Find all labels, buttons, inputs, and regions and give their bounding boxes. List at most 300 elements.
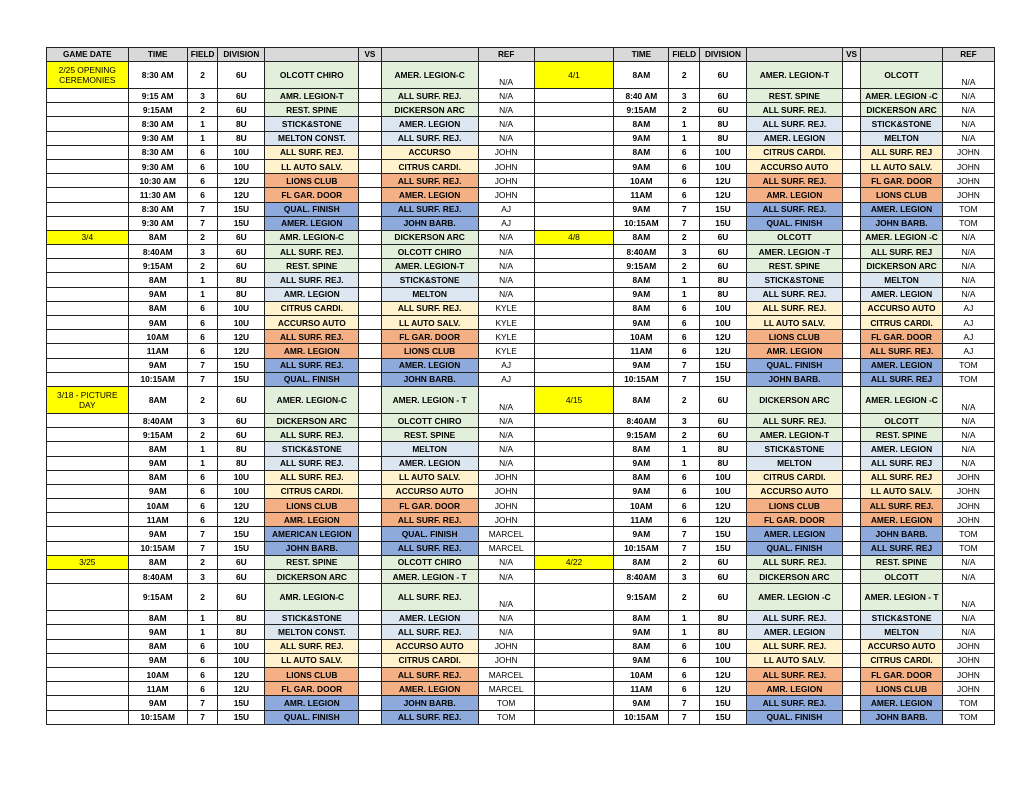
game-time-left: 9AM bbox=[128, 527, 187, 541]
referee-right: TOM bbox=[942, 202, 994, 216]
vs-cell-left bbox=[359, 696, 381, 710]
division-right: 10U bbox=[700, 316, 747, 330]
field-number-left: 3 bbox=[187, 413, 218, 427]
referee-right: JOHN bbox=[942, 639, 994, 653]
division-right: 6U bbox=[700, 245, 747, 259]
division-left: 8U bbox=[218, 273, 265, 287]
game-time-left: 11AM bbox=[128, 344, 187, 358]
vs-cell-right bbox=[842, 145, 860, 159]
away-team-right: OLCOTT bbox=[861, 570, 943, 584]
away-team-right: AMER. LEGION bbox=[861, 696, 943, 710]
away-team-left: ACCURSO AUTO bbox=[381, 484, 478, 498]
vs-cell-right bbox=[842, 470, 860, 484]
game-date-left bbox=[47, 216, 129, 230]
away-team-right: LL AUTO SALV. bbox=[861, 484, 943, 498]
home-team-left: LIONS CLUB bbox=[265, 499, 359, 513]
away-team-left: JOHN BARB. bbox=[381, 696, 478, 710]
vs-cell-right bbox=[842, 330, 860, 344]
division-right: 8U bbox=[700, 456, 747, 470]
game-date-right bbox=[534, 513, 614, 527]
division-right: 6U bbox=[700, 103, 747, 117]
referee-left: JOHN bbox=[478, 513, 534, 527]
field-number-right: 6 bbox=[669, 301, 700, 315]
home-team-right: QUAL. FINISH bbox=[746, 216, 842, 230]
vs-cell-left bbox=[359, 174, 381, 188]
home-team-right: QUAL. FINISH bbox=[746, 358, 842, 372]
division-left: 8U bbox=[218, 131, 265, 145]
home-team-left: ACCURSO AUTO bbox=[265, 316, 359, 330]
field-number-right: 7 bbox=[669, 541, 700, 555]
game-time-right: 9AM bbox=[614, 456, 669, 470]
home-team-right: ALL SURF. REJ. bbox=[746, 287, 842, 301]
schedule-row bbox=[47, 103, 995, 117]
division-left: 8U bbox=[218, 625, 265, 639]
game-time-right: 8AM bbox=[614, 639, 669, 653]
vs-cell-left bbox=[359, 541, 381, 555]
home-team-left: ALL SURF. REJ. bbox=[265, 470, 359, 484]
division-left: 12U bbox=[218, 344, 265, 358]
home-team-left: ALL SURF. REJ. bbox=[265, 330, 359, 344]
field-number-left: 6 bbox=[187, 499, 218, 513]
referee-right: AJ bbox=[942, 330, 994, 344]
division-left: 15U bbox=[218, 358, 265, 372]
field-number-left: 6 bbox=[187, 639, 218, 653]
field-number-left: 1 bbox=[187, 117, 218, 131]
home-team-right: AMR. LEGION bbox=[746, 188, 842, 202]
game-date-right bbox=[534, 710, 614, 724]
referee-right: N/A bbox=[942, 428, 994, 442]
away-team-left: OLCOTT CHIRO bbox=[381, 413, 478, 427]
game-schedule-table bbox=[46, 47, 995, 725]
header-time: TIME bbox=[128, 48, 187, 62]
division-left: 6U bbox=[218, 245, 265, 259]
game-date-right bbox=[534, 682, 614, 696]
referee-right: N/A bbox=[942, 442, 994, 456]
field-number-right: 3 bbox=[669, 570, 700, 584]
away-team-right: STICK&STONE bbox=[861, 117, 943, 131]
referee-right: JOHN bbox=[942, 499, 994, 513]
schedule-row bbox=[47, 259, 995, 273]
field-number-right: 6 bbox=[669, 330, 700, 344]
game-date-left bbox=[47, 301, 129, 315]
division-left: 6U bbox=[218, 89, 265, 103]
vs-cell-left bbox=[359, 413, 381, 427]
referee-right: N/A bbox=[942, 245, 994, 259]
away-team-right: DICKERSON ARC bbox=[861, 103, 943, 117]
vs-cell-right bbox=[842, 159, 860, 173]
home-team-right: AMER. LEGION bbox=[746, 625, 842, 639]
referee-right: TOM bbox=[942, 696, 994, 710]
home-team-right: ALL SURF. REJ. bbox=[746, 174, 842, 188]
vs-cell-left bbox=[359, 358, 381, 372]
away-team-right: ALL SURF. REJ bbox=[861, 541, 943, 555]
away-team-right: AMER. LEGION bbox=[861, 513, 943, 527]
home-team-left: REST. SPINE bbox=[265, 555, 359, 569]
home-team-left: REST. SPINE bbox=[265, 103, 359, 117]
game-date-right bbox=[534, 653, 614, 667]
field-number-left: 2 bbox=[187, 103, 218, 117]
schedule-row bbox=[47, 358, 995, 372]
game-date-right bbox=[534, 470, 614, 484]
referee-left: JOHN bbox=[478, 484, 534, 498]
away-team-left: AMER. LEGION bbox=[381, 611, 478, 625]
division-left: 15U bbox=[218, 372, 265, 386]
division-left: 6U bbox=[218, 413, 265, 427]
game-time-right: 10AM bbox=[614, 667, 669, 681]
game-time-left: 8AM bbox=[128, 611, 187, 625]
away-team-left: MELTON bbox=[381, 442, 478, 456]
vs-cell-left bbox=[359, 344, 381, 358]
home-team-left: MELTON CONST. bbox=[265, 625, 359, 639]
game-date-right bbox=[534, 145, 614, 159]
game-date-left bbox=[47, 639, 129, 653]
game-time-left: 9:30 AM bbox=[128, 131, 187, 145]
division-left: 12U bbox=[218, 667, 265, 681]
division-right: 10U bbox=[700, 470, 747, 484]
schedule-body bbox=[47, 48, 995, 725]
game-date-right bbox=[534, 584, 614, 611]
home-team-right: ALL SURF. REJ. bbox=[746, 555, 842, 569]
away-team-left: ALL SURF. REJ. bbox=[381, 541, 478, 555]
away-team-right: ALL SURF. REJ bbox=[861, 245, 943, 259]
header-division-right: DIVISION bbox=[700, 48, 747, 62]
referee-left: N/A bbox=[478, 131, 534, 145]
away-team-right: ALL SURF. REJ. bbox=[861, 344, 943, 358]
header-team1-right bbox=[746, 48, 842, 62]
vs-cell-right bbox=[842, 541, 860, 555]
field-number-left: 6 bbox=[187, 344, 218, 358]
vs-cell-left bbox=[359, 316, 381, 330]
away-team-right: FL GAR. DOOR bbox=[861, 330, 943, 344]
field-number-left: 1 bbox=[187, 456, 218, 470]
away-team-left: ACCURSO bbox=[381, 145, 478, 159]
game-time-left: 9:15AM bbox=[128, 259, 187, 273]
division-right: 6U bbox=[700, 386, 747, 413]
schedule-row bbox=[47, 513, 995, 527]
home-team-right: FL GAR. DOOR bbox=[746, 513, 842, 527]
game-time-left: 9AM bbox=[128, 316, 187, 330]
referee-right: N/A bbox=[942, 230, 994, 244]
vs-cell-right bbox=[842, 710, 860, 724]
home-team-right: AMER. LEGION -C bbox=[746, 584, 842, 611]
referee-left: AJ bbox=[478, 372, 534, 386]
vs-cell-right bbox=[842, 216, 860, 230]
game-date-right bbox=[534, 667, 614, 681]
division-right: 8U bbox=[700, 625, 747, 639]
home-team-right: LL AUTO SALV. bbox=[746, 653, 842, 667]
game-date-left: 2/25 OPENING CEREMONIES bbox=[47, 62, 129, 89]
game-date-right bbox=[534, 372, 614, 386]
vs-cell-right bbox=[842, 358, 860, 372]
field-number-left: 2 bbox=[187, 386, 218, 413]
schedule-row bbox=[47, 145, 995, 159]
game-time-left: 8AM bbox=[128, 230, 187, 244]
away-team-left: AMER. LEGION - T bbox=[381, 386, 478, 413]
game-date-left bbox=[47, 145, 129, 159]
game-date-left bbox=[47, 89, 129, 103]
schedule-row bbox=[47, 639, 995, 653]
game-date-right bbox=[534, 301, 614, 315]
game-date-left: 3/4 bbox=[47, 230, 129, 244]
away-team-left: AMER. LEGION bbox=[381, 358, 478, 372]
vs-cell-right bbox=[842, 653, 860, 667]
away-team-left: ACCURSO AUTO bbox=[381, 639, 478, 653]
field-number-left: 1 bbox=[187, 442, 218, 456]
schedule-row bbox=[47, 188, 995, 202]
vs-cell-right bbox=[842, 442, 860, 456]
game-time-left: 8:40AM bbox=[128, 413, 187, 427]
vs-cell-right bbox=[842, 584, 860, 611]
schedule-row bbox=[47, 584, 995, 611]
referee-right: JOHN bbox=[942, 653, 994, 667]
division-left: 6U bbox=[218, 555, 265, 569]
home-team-right: LL AUTO SALV. bbox=[746, 316, 842, 330]
game-date-right bbox=[534, 330, 614, 344]
game-date-left bbox=[47, 287, 129, 301]
field-number-left: 6 bbox=[187, 159, 218, 173]
game-date-left bbox=[47, 541, 129, 555]
game-date-right bbox=[534, 89, 614, 103]
schedule-row bbox=[47, 541, 995, 555]
referee-left: JOHN bbox=[478, 145, 534, 159]
division-left: 8U bbox=[218, 442, 265, 456]
header-ref-right: REF bbox=[942, 48, 994, 62]
vs-cell-left bbox=[359, 131, 381, 145]
game-time-right: 9AM bbox=[614, 625, 669, 639]
division-left: 6U bbox=[218, 103, 265, 117]
referee-right: N/A bbox=[942, 456, 994, 470]
field-number-right: 6 bbox=[669, 653, 700, 667]
away-team-left: ALL SURF. REJ. bbox=[381, 667, 478, 681]
game-time-left: 8:30 AM bbox=[128, 117, 187, 131]
referee-right: AJ bbox=[942, 316, 994, 330]
referee-left: N/A bbox=[478, 456, 534, 470]
away-team-right: ALL SURF. REJ bbox=[861, 372, 943, 386]
referee-left: N/A bbox=[478, 428, 534, 442]
game-date-left bbox=[47, 484, 129, 498]
division-right: 8U bbox=[700, 287, 747, 301]
referee-left: JOHN bbox=[478, 653, 534, 667]
vs-cell-left bbox=[359, 103, 381, 117]
division-left: 6U bbox=[218, 259, 265, 273]
away-team-left: DICKERSON ARC bbox=[381, 103, 478, 117]
referee-left: N/A bbox=[478, 273, 534, 287]
schedule-row bbox=[47, 202, 995, 216]
home-team-left: FL GAR. DOOR bbox=[265, 188, 359, 202]
referee-left: N/A bbox=[478, 386, 534, 413]
division-right: 10U bbox=[700, 653, 747, 667]
home-team-left: AMR. LEGION bbox=[265, 696, 359, 710]
field-number-right: 1 bbox=[669, 117, 700, 131]
game-date-left bbox=[47, 456, 129, 470]
game-time-right: 8AM bbox=[614, 442, 669, 456]
field-number-right: 1 bbox=[669, 442, 700, 456]
field-number-right: 6 bbox=[669, 174, 700, 188]
away-team-left: FL GAR. DOOR bbox=[381, 499, 478, 513]
away-team-right: OLCOTT bbox=[861, 62, 943, 89]
game-time-right: 8AM bbox=[614, 230, 669, 244]
game-date-left: 3/25 bbox=[47, 555, 129, 569]
game-date-right bbox=[534, 413, 614, 427]
referee-right: JOHN bbox=[942, 484, 994, 498]
away-team-right: REST. SPINE bbox=[861, 428, 943, 442]
vs-cell-left bbox=[359, 611, 381, 625]
game-time-right: 9AM bbox=[614, 316, 669, 330]
field-number-left: 6 bbox=[187, 667, 218, 681]
game-time-right: 11AM bbox=[614, 188, 669, 202]
vs-cell-left bbox=[359, 442, 381, 456]
field-number-right: 2 bbox=[669, 428, 700, 442]
home-team-right: ALL SURF. REJ. bbox=[746, 202, 842, 216]
referee-left: N/A bbox=[478, 259, 534, 273]
division-right: 10U bbox=[700, 301, 747, 315]
field-number-left: 2 bbox=[187, 584, 218, 611]
division-left: 12U bbox=[218, 188, 265, 202]
division-right: 8U bbox=[700, 131, 747, 145]
away-team-right: AMER. LEGION bbox=[861, 358, 943, 372]
home-team-right: AMR. LEGION bbox=[746, 682, 842, 696]
game-time-right: 9AM bbox=[614, 202, 669, 216]
game-date-right bbox=[534, 316, 614, 330]
away-team-left: ALL SURF. REJ. bbox=[381, 584, 478, 611]
division-right: 15U bbox=[700, 358, 747, 372]
referee-right: N/A bbox=[942, 287, 994, 301]
game-time-left: 10:15AM bbox=[128, 710, 187, 724]
field-number-right: 1 bbox=[669, 131, 700, 145]
schedule-row bbox=[47, 117, 995, 131]
vs-cell-left bbox=[359, 570, 381, 584]
vs-cell-right bbox=[842, 62, 860, 89]
home-team-left: LIONS CLUB bbox=[265, 174, 359, 188]
game-date-right bbox=[534, 358, 614, 372]
home-team-left: LIONS CLUB bbox=[265, 667, 359, 681]
away-team-left: CITRUS CARDI. bbox=[381, 159, 478, 173]
away-team-right: LL AUTO SALV. bbox=[861, 159, 943, 173]
away-team-right: MELTON bbox=[861, 625, 943, 639]
game-date-left bbox=[47, 117, 129, 131]
field-number-right: 2 bbox=[669, 555, 700, 569]
game-time-right: 10:15AM bbox=[614, 710, 669, 724]
division-left: 10U bbox=[218, 653, 265, 667]
referee-right: N/A bbox=[942, 89, 994, 103]
field-number-right: 6 bbox=[669, 344, 700, 358]
referee-right: AJ bbox=[942, 344, 994, 358]
game-time-right: 8AM bbox=[614, 470, 669, 484]
vs-cell-right bbox=[842, 696, 860, 710]
away-team-left: DICKERSON ARC bbox=[381, 230, 478, 244]
referee-left: MARCEL bbox=[478, 541, 534, 555]
referee-right: TOM bbox=[942, 358, 994, 372]
away-team-left: ALL SURF. REJ. bbox=[381, 301, 478, 315]
home-team-left: JOHN BARB. bbox=[265, 541, 359, 555]
field-number-left: 7 bbox=[187, 710, 218, 724]
away-team-left: ALL SURF. REJ. bbox=[381, 174, 478, 188]
schedule-row bbox=[47, 273, 995, 287]
game-date-left bbox=[47, 188, 129, 202]
field-number-left: 7 bbox=[187, 358, 218, 372]
referee-right: N/A bbox=[942, 62, 994, 89]
game-date-left bbox=[47, 344, 129, 358]
division-left: 12U bbox=[218, 174, 265, 188]
header-division: DIVISION bbox=[218, 48, 265, 62]
header-time-right: TIME bbox=[614, 48, 669, 62]
game-time-right: 9:15AM bbox=[614, 428, 669, 442]
field-number-right: 6 bbox=[669, 470, 700, 484]
away-team-left: OLCOTT CHIRO bbox=[381, 245, 478, 259]
field-number-right: 7 bbox=[669, 372, 700, 386]
away-team-right: AMER. LEGION -C bbox=[861, 230, 943, 244]
division-left: 10U bbox=[218, 159, 265, 173]
game-time-right: 9:15AM bbox=[614, 259, 669, 273]
division-left: 6U bbox=[218, 62, 265, 89]
schedule-row bbox=[47, 230, 995, 244]
schedule-row bbox=[47, 667, 995, 681]
home-team-right: AMER. LEGION bbox=[746, 131, 842, 145]
away-team-left: OLCOTT CHIRO bbox=[381, 555, 478, 569]
division-right: 8U bbox=[700, 117, 747, 131]
division-right: 10U bbox=[700, 145, 747, 159]
game-date-left bbox=[47, 682, 129, 696]
header-divider bbox=[534, 48, 614, 62]
vs-cell-left bbox=[359, 682, 381, 696]
game-time-right: 10AM bbox=[614, 330, 669, 344]
referee-right: N/A bbox=[942, 625, 994, 639]
referee-left: JOHN bbox=[478, 174, 534, 188]
game-date-left bbox=[47, 625, 129, 639]
field-number-left: 2 bbox=[187, 555, 218, 569]
home-team-right: AMR. LEGION bbox=[746, 344, 842, 358]
vs-cell-right bbox=[842, 499, 860, 513]
game-date-right bbox=[534, 442, 614, 456]
home-team-right: OLCOTT bbox=[746, 230, 842, 244]
division-right: 15U bbox=[700, 710, 747, 724]
division-right: 12U bbox=[700, 344, 747, 358]
game-date-left bbox=[47, 667, 129, 681]
schedule-row bbox=[47, 555, 995, 569]
schedule-row bbox=[47, 386, 995, 413]
game-date-right bbox=[534, 696, 614, 710]
game-date-left bbox=[47, 273, 129, 287]
game-time-right: 8AM bbox=[614, 555, 669, 569]
home-team-left: LL AUTO SALV. bbox=[265, 159, 359, 173]
field-number-right: 2 bbox=[669, 386, 700, 413]
field-number-left: 7 bbox=[187, 541, 218, 555]
schedule-row bbox=[47, 301, 995, 315]
game-time-left: 8:30 AM bbox=[128, 145, 187, 159]
game-time-right: 8AM bbox=[614, 117, 669, 131]
schedule-row bbox=[47, 625, 995, 639]
schedule-row bbox=[47, 428, 995, 442]
field-number-left: 1 bbox=[187, 611, 218, 625]
game-time-right: 9AM bbox=[614, 527, 669, 541]
referee-left: N/A bbox=[478, 245, 534, 259]
field-number-left: 3 bbox=[187, 245, 218, 259]
referee-left: AJ bbox=[478, 358, 534, 372]
vs-cell-right bbox=[842, 188, 860, 202]
away-team-left: AMER. LEGION bbox=[381, 682, 478, 696]
home-team-right: ALL SURF. REJ. bbox=[746, 639, 842, 653]
home-team-right: DICKERSON ARC bbox=[746, 570, 842, 584]
vs-cell-right bbox=[842, 625, 860, 639]
game-date-left bbox=[47, 202, 129, 216]
field-number-right: 3 bbox=[669, 413, 700, 427]
referee-right: N/A bbox=[942, 555, 994, 569]
home-team-left: AMR. LEGION bbox=[265, 287, 359, 301]
header-field-right: FIELD bbox=[669, 48, 700, 62]
field-number-left: 6 bbox=[187, 145, 218, 159]
field-number-right: 6 bbox=[669, 484, 700, 498]
home-team-left: FL GAR. DOOR bbox=[265, 682, 359, 696]
